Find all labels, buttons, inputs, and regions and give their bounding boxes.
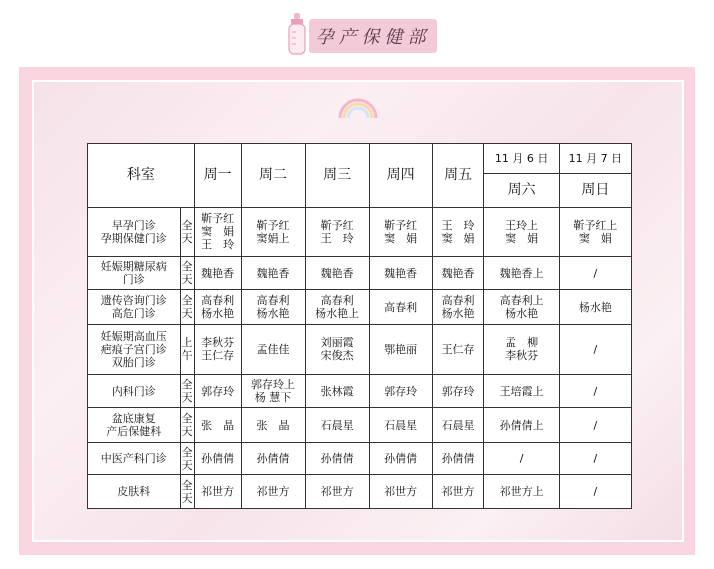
doctor-cell bbox=[559, 290, 631, 325]
time-cell-line: 全 bbox=[181, 412, 193, 426]
doctor-cell bbox=[194, 475, 241, 509]
time-cell bbox=[180, 324, 194, 374]
doctor-cell bbox=[484, 442, 559, 475]
doctor-cell bbox=[241, 442, 305, 475]
header-day: 周二 bbox=[241, 144, 305, 208]
doctor-cell bbox=[432, 442, 484, 475]
table-row bbox=[88, 324, 632, 374]
time-cell bbox=[180, 290, 194, 325]
table-row bbox=[88, 475, 632, 509]
doctor-cell-line: / bbox=[593, 266, 598, 280]
dept-cell-line: 妊娠期糖尿病 bbox=[100, 260, 167, 274]
dept-cell-line: 妊娠期高血压 bbox=[100, 329, 167, 343]
dept-cell bbox=[88, 408, 181, 443]
baby-bottle-icon bbox=[286, 12, 308, 56]
doctor-cell bbox=[559, 374, 631, 408]
dept-cell-line: 高危门诊 bbox=[111, 307, 156, 321]
doctor-cell-line: 王仁存 bbox=[201, 349, 235, 363]
time-cell bbox=[180, 256, 194, 290]
doctor-cell-line: / bbox=[593, 452, 598, 466]
doctor-cell-line: / bbox=[593, 342, 598, 356]
doctor-cell bbox=[241, 324, 305, 374]
doctor-cell-line: 魏艳香 bbox=[384, 266, 418, 280]
dept-cell-line: 产后保健科 bbox=[106, 425, 162, 439]
header-date: 11 月 7 日 bbox=[559, 144, 631, 174]
table-row bbox=[88, 408, 632, 443]
time-cell-line: 上 bbox=[181, 336, 193, 350]
dept-cell-line: 早孕门诊 bbox=[111, 218, 156, 232]
dept-cell bbox=[88, 475, 181, 509]
doctor-cell-line: 祁世方 bbox=[384, 485, 418, 499]
doctor-cell-line: 祁世方 bbox=[441, 485, 475, 499]
doctor-cell bbox=[305, 290, 369, 325]
doctor-cell-line: 杨水艳上 bbox=[315, 307, 360, 321]
doctor-cell-line: 郭存玲 bbox=[441, 384, 475, 398]
doctor-cell bbox=[305, 408, 369, 443]
time-cell bbox=[180, 408, 194, 443]
doctor-cell-line: 郭存玲上 bbox=[251, 378, 296, 392]
doctor-cell-line: 靳予红上 bbox=[573, 218, 618, 232]
dept-cell bbox=[88, 374, 181, 408]
doctor-cell-line: 石晨星 bbox=[384, 418, 418, 432]
page-title: 孕产保健部 bbox=[309, 19, 437, 53]
table-row bbox=[88, 208, 632, 257]
doctor-cell bbox=[432, 374, 484, 408]
time-cell-line: 天 bbox=[181, 458, 193, 472]
time-cell-line: 天 bbox=[181, 273, 193, 287]
dept-cell bbox=[88, 324, 181, 374]
doctor-cell bbox=[194, 324, 241, 374]
doctor-cell-line: 魏艳香上 bbox=[499, 266, 544, 280]
time-cell-line: 全 bbox=[181, 218, 193, 232]
header-date: 11 月 6 日 bbox=[484, 144, 559, 174]
header-day: 周五 bbox=[432, 144, 484, 208]
dept-cell-line: 遗传咨询门诊 bbox=[100, 294, 167, 308]
time-cell-line: 午 bbox=[181, 349, 193, 363]
doctor-cell bbox=[484, 374, 559, 408]
doctor-cell bbox=[194, 442, 241, 475]
doctor-cell-line: 王 玲 bbox=[201, 238, 235, 252]
doctor-cell-line: 杨水艳 bbox=[505, 307, 539, 321]
time-cell-line: 天 bbox=[181, 231, 193, 245]
doctor-cell bbox=[369, 374, 432, 408]
doctor-cell bbox=[484, 324, 559, 374]
doctor-cell-line: 张 晶 bbox=[201, 418, 235, 432]
doctor-cell bbox=[241, 408, 305, 443]
doctor-cell-line: 靳予红 bbox=[201, 212, 235, 226]
dept-cell-line: 中医产科门诊 bbox=[100, 452, 167, 466]
doctor-cell bbox=[559, 442, 631, 475]
doctor-cell bbox=[369, 442, 432, 475]
doctor-cell-line: 魏艳香 bbox=[201, 266, 235, 280]
doctor-cell-line: 杨水艳 bbox=[201, 307, 235, 321]
doctor-cell-line: 王仁存 bbox=[441, 342, 475, 356]
dept-cell bbox=[88, 442, 181, 475]
table-row bbox=[88, 374, 632, 408]
doctor-cell bbox=[194, 374, 241, 408]
doctor-cell-line: 孟佳佳 bbox=[256, 342, 290, 356]
doctor-cell-line: 张 晶 bbox=[256, 418, 290, 432]
doctor-cell-line: 祁世方上 bbox=[499, 485, 544, 499]
doctor-cell-line: 窦 娟 bbox=[505, 231, 539, 245]
dept-cell-line: 门诊 bbox=[122, 273, 145, 287]
doctor-cell-line: 高春利 bbox=[384, 300, 418, 314]
doctor-cell bbox=[241, 208, 305, 257]
doctor-cell-line: 祁世方 bbox=[320, 485, 354, 499]
doctor-cell-line: 窦 娟 bbox=[384, 231, 418, 245]
doctor-cell-line: 魏艳香 bbox=[256, 266, 290, 280]
dept-cell-line: 内科门诊 bbox=[111, 384, 156, 398]
doctor-cell bbox=[194, 290, 241, 325]
doctor-cell-line: 王 玲 bbox=[441, 218, 475, 232]
time-cell-line: 全 bbox=[181, 260, 193, 274]
doctor-cell-line: 李秋芬 bbox=[505, 349, 539, 363]
doctor-cell-line: 窦娟上 bbox=[256, 231, 290, 245]
doctor-cell bbox=[559, 324, 631, 374]
doctor-cell bbox=[305, 208, 369, 257]
doctor-cell bbox=[432, 475, 484, 509]
doctor-cell-line: 魏艳香 bbox=[441, 266, 475, 280]
doctor-cell bbox=[369, 408, 432, 443]
doctor-cell-line: 郭存玲 bbox=[201, 384, 235, 398]
doctor-cell bbox=[484, 408, 559, 443]
doctor-cell bbox=[484, 256, 559, 290]
schedule-table bbox=[87, 143, 632, 509]
doctor-cell-line: 靳予红 bbox=[320, 218, 354, 232]
doctor-cell-line: 杨水艳 bbox=[578, 300, 612, 314]
time-cell bbox=[180, 208, 194, 257]
doctor-cell bbox=[194, 256, 241, 290]
doctor-cell-line: 窦 娟 bbox=[441, 231, 475, 245]
header-day: 周三 bbox=[305, 144, 369, 208]
doctor-cell bbox=[369, 290, 432, 325]
doctor-cell-line: 孟 柳 bbox=[505, 336, 539, 350]
time-cell-line: 全 bbox=[181, 294, 193, 308]
doctor-cell bbox=[559, 208, 631, 257]
doctor-cell-line: 孙倩倩 bbox=[320, 452, 354, 466]
dept-cell bbox=[88, 208, 181, 257]
time-cell-line: 全 bbox=[181, 478, 193, 492]
time-cell-line: 天 bbox=[181, 391, 193, 405]
doctor-cell-line: 高春利 bbox=[201, 294, 235, 308]
doctor-cell bbox=[432, 256, 484, 290]
table-row bbox=[88, 256, 632, 290]
dept-cell-line: 盆底康复 bbox=[111, 412, 156, 426]
time-cell bbox=[180, 442, 194, 475]
doctor-cell bbox=[241, 475, 305, 509]
doctor-cell bbox=[432, 290, 484, 325]
dept-cell-line: 孕期保健门诊 bbox=[100, 231, 167, 245]
time-cell-line: 全 bbox=[181, 378, 193, 392]
doctor-cell bbox=[559, 408, 631, 443]
doctor-cell-line: 石晨星 bbox=[441, 418, 475, 432]
time-cell bbox=[180, 475, 194, 509]
doctor-cell bbox=[369, 208, 432, 257]
time-cell-line: 天 bbox=[181, 425, 193, 439]
doctor-cell-line: 宋俊杰 bbox=[320, 349, 354, 363]
doctor-cell bbox=[559, 475, 631, 509]
doctor-cell-line: 张林霞 bbox=[320, 384, 354, 398]
doctor-cell bbox=[484, 290, 559, 325]
time-cell bbox=[180, 374, 194, 408]
doctor-cell-line: 王培霞上 bbox=[499, 384, 544, 398]
doctor-cell bbox=[194, 408, 241, 443]
doctor-cell-line: 石晨星 bbox=[320, 418, 354, 432]
table-row bbox=[88, 290, 632, 325]
doctor-cell bbox=[484, 475, 559, 509]
doctor-cell-line: 杨水艳 bbox=[441, 307, 475, 321]
doctor-cell bbox=[432, 208, 484, 257]
dept-cell bbox=[88, 256, 181, 290]
doctor-cell-line: 杨水艳 bbox=[256, 307, 290, 321]
doctor-cell-line: 孙倩倩 bbox=[441, 452, 475, 466]
header-day: 周日 bbox=[559, 174, 631, 208]
page-header bbox=[0, 0, 714, 62]
doctor-cell-line: 祁世方 bbox=[201, 485, 235, 499]
table-row bbox=[88, 442, 632, 475]
doctor-cell bbox=[559, 256, 631, 290]
doctor-cell-line: 孙倩倩 bbox=[201, 452, 235, 466]
doctor-cell-line: / bbox=[593, 384, 598, 398]
doctor-cell-line: / bbox=[593, 418, 598, 432]
doctor-cell-line: 祁世方 bbox=[256, 485, 290, 499]
doctor-cell-line: 高春利 bbox=[320, 294, 354, 308]
doctor-cell-line: 靳予红 bbox=[256, 218, 290, 232]
doctor-cell bbox=[241, 290, 305, 325]
header-day: 周一 bbox=[194, 144, 241, 208]
doctor-cell-line: 窦 娟 bbox=[578, 231, 612, 245]
time-cell-line: 天 bbox=[181, 307, 193, 321]
doctor-cell bbox=[305, 475, 369, 509]
doctor-cell bbox=[369, 256, 432, 290]
doctor-cell-line: 王 玲 bbox=[320, 231, 354, 245]
doctor-cell bbox=[241, 374, 305, 408]
doctor-cell-line: 靳予红 bbox=[384, 218, 418, 232]
time-cell-line: 全 bbox=[181, 445, 193, 459]
doctor-cell-line: 鄂艳丽 bbox=[384, 342, 418, 356]
doctor-cell bbox=[369, 475, 432, 509]
doctor-cell-line: 高春利 bbox=[441, 294, 475, 308]
header-day: 周四 bbox=[369, 144, 432, 208]
dept-cell-line: 疤痕子宫门诊 bbox=[100, 342, 167, 356]
header-day: 周六 bbox=[484, 174, 559, 208]
doctor-cell-line: 窦 娟 bbox=[201, 225, 235, 239]
doctor-cell bbox=[305, 374, 369, 408]
doctor-cell-line: 李秋芬 bbox=[201, 336, 235, 350]
doctor-cell-line: 郭存玲 bbox=[384, 384, 418, 398]
doctor-cell bbox=[305, 442, 369, 475]
doctor-cell-line: / bbox=[593, 485, 598, 499]
dept-cell-line: 双胎门诊 bbox=[111, 355, 156, 369]
rainbow-icon bbox=[336, 96, 380, 120]
doctor-cell-line: / bbox=[519, 452, 524, 466]
doctor-cell-line: 高春利 bbox=[256, 294, 290, 308]
doctor-cell bbox=[432, 408, 484, 443]
doctor-cell bbox=[484, 208, 559, 257]
doctor-cell bbox=[194, 208, 241, 257]
dept-cell bbox=[88, 290, 181, 325]
dept-cell-line: 皮肤科 bbox=[117, 485, 151, 499]
header-dept: 科室 bbox=[88, 144, 195, 208]
doctor-cell-line: 孙倩倩 bbox=[384, 452, 418, 466]
doctor-cell bbox=[241, 256, 305, 290]
doctor-cell-line: 刘丽霞 bbox=[320, 336, 354, 350]
doctor-cell bbox=[305, 324, 369, 374]
doctor-cell-line: 王玲上 bbox=[505, 218, 539, 232]
doctor-cell-line: 孙倩倩 bbox=[256, 452, 290, 466]
doctor-cell-line: 杨 慧下 bbox=[254, 391, 292, 405]
time-cell-line: 天 bbox=[181, 491, 193, 505]
doctor-cell bbox=[305, 256, 369, 290]
doctor-cell bbox=[369, 324, 432, 374]
doctor-cell-line: 高春利上 bbox=[499, 294, 544, 308]
doctor-cell-line: 孙倩倩上 bbox=[499, 418, 544, 432]
doctor-cell-line: 魏艳香 bbox=[320, 266, 354, 280]
doctor-cell bbox=[432, 324, 484, 374]
